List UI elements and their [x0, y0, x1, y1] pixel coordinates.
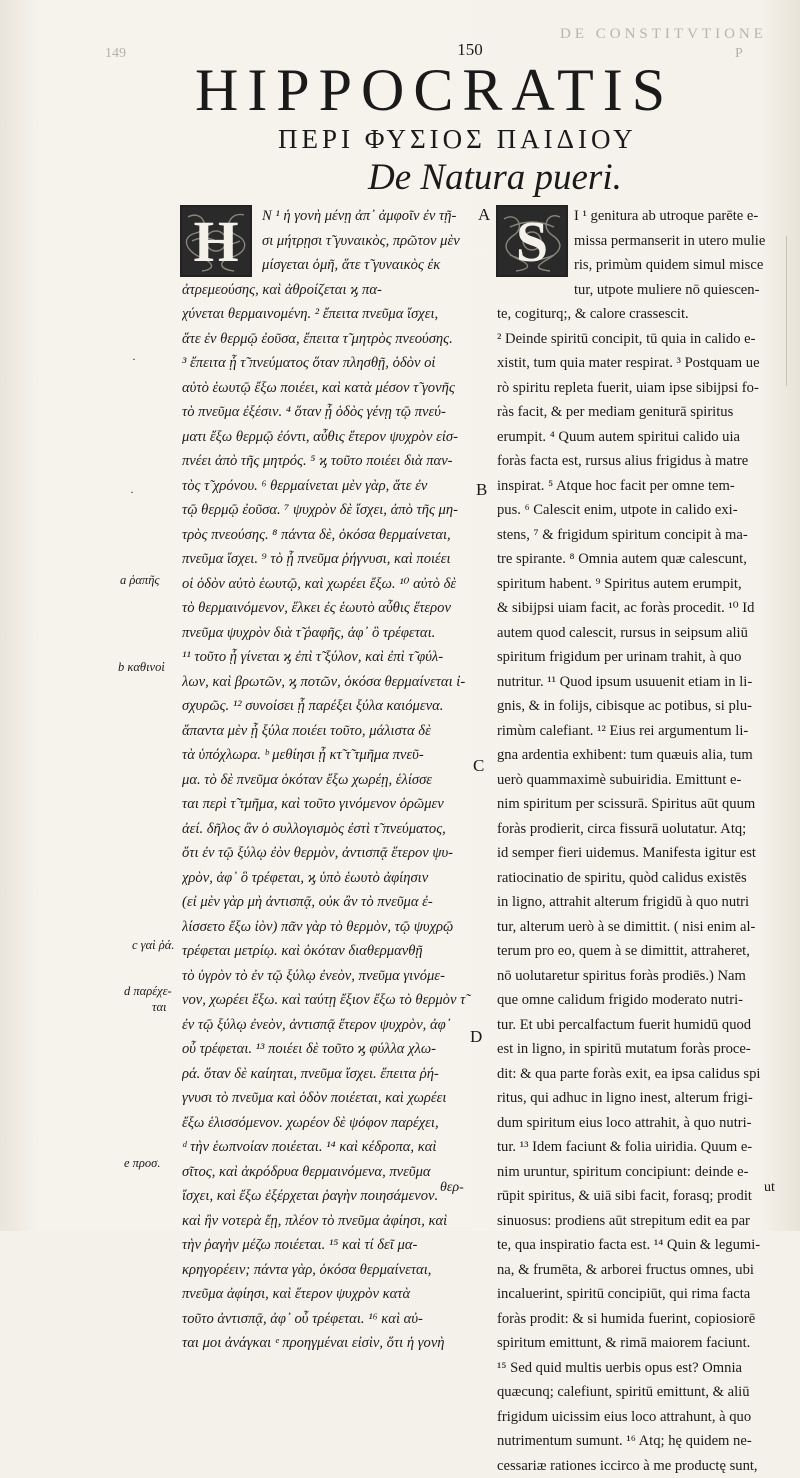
text-line: τρὸς πνεούσης. ⁸ πάντα δὲ, ὁκόσα θερμαίνεται,	[182, 523, 472, 548]
section-letter-d: D	[470, 1027, 482, 1047]
text-line: ràs facit, & per mediam geniturā spiritus	[497, 400, 785, 425]
text-line: tre spirante. ⁸ Omnia autem quæ calescunt,	[497, 547, 785, 572]
text-line: & sibijpsi uiam facit, ac foràs procedit. ¹⁰ Id	[497, 596, 785, 621]
text-line: pus. ⁶ Calescit enim, utpote in calido exi-	[497, 498, 785, 523]
margin-dot: ·	[130, 485, 134, 500]
text-line: Ν ¹ ἡ γονὴ μένῃ ἀπ᾽ ἀμφοῖν ἐν τῇ-	[182, 204, 472, 229]
text-line: οὗ τρέφεται. ¹³ ποιέει δὲ τοῦτο ϗ φύλλα χλω-	[182, 1037, 472, 1062]
text-line: stens, ⁷ & frigidum spiritum concipit à ma-	[497, 523, 785, 548]
text-line: πνέει ἀπὸ τῆς μητρός. ⁵ ϗ τοῦτο ποιέει διὰ παν-	[182, 449, 472, 474]
text-line: ris, primùm quidem simul misce	[497, 253, 785, 278]
bleed-through-page-number: 149	[105, 46, 126, 62]
text-line: κρηγορέειν; πάντα γὰρ, ὁκόσα θερμαίνεται,	[182, 1258, 472, 1283]
text-line: τὸ ὑγρὸν τὸ ἐν τῷ ξύλῳ ἐνεὸν, πνεῦμα γινόμε-	[182, 964, 472, 989]
text-line: spiritum frigidum per urinam trahit, à quo	[497, 645, 785, 670]
text-line: na, & frumēta, & arborei fructus omnes, ubi	[497, 1258, 785, 1283]
text-line: χύνεται θερμαινομένη. ² ἔπειτα πνεῦμα ἴσχει,	[182, 302, 472, 327]
text-line: ται μοι ἀνάγκαι ᵉ προηγμέναι εἰσὶν, ὅτι ἡ γονὴ	[182, 1331, 472, 1356]
text-line: xistit, tum quia mater respirat. ³ Postquam ue	[497, 351, 785, 376]
text-line: μίσγεται ὁμῆ, ἅτε τ̃ γυναικὸς ἐκ	[182, 253, 472, 278]
text-line: πνεῦμα ψυχρὸν διὰ τ̃ ῥαφῆς, ἀφ᾽ ὃ τρέφεται.	[182, 621, 472, 646]
text-line: missa permanserit in utero mulie	[497, 229, 785, 254]
text-line: I ¹ genitura ab utroque parēte e-	[497, 204, 785, 229]
text-line: τὴν ῥαγὴν μέζω ποιέεται. ¹⁵ καὶ τί δεῖ μα-	[182, 1233, 472, 1258]
text-line: tur. Et ubi percalfactum fuerit humidū quod	[497, 1013, 785, 1038]
text-line: spiritum habent. ⁹ Spiritus autem erumpit,	[497, 572, 785, 597]
text-line: ἀτρεμεούσης, καὶ ἀθροίζεται ϗ πα-	[182, 278, 472, 303]
text-line: μα. τὸ δὲ πνεῦμα ὁκόταν ἔξω χωρέῃ, ἑλίσσε	[182, 768, 472, 793]
text-line: rò spiritu repleta fuerit, uiam ipse sibijpsi fo-	[497, 376, 785, 401]
text-line: τὰ ὑπόχλωρα. ᵇ μεθίησι ᾗ κτ̃ τ̃ τμῆμα πνεῦ-	[182, 743, 472, 768]
text-line: frigidum uicissim eius loco attrahunt, à quo	[497, 1405, 785, 1430]
text-line: σχυρῶς. ¹² συνοίσει ᾗ παρέξει ξύλα καιόμενα.	[182, 694, 472, 719]
text-line: ἴσχει, καὶ ἔξω ἐξέρχεται ῥαγὴν ποιησάμενον.	[182, 1184, 472, 1209]
text-line: sinuosus: prodiens aūt strepitum edit ea par	[497, 1209, 785, 1234]
text-line: τὸ θερμαινόμενον, ἕλκει ἐς ἑωυτὸ αὖθις ἕτερον	[182, 596, 472, 621]
text-line: tur. ¹³ Idem faciunt & folia uiridia. Quum e-	[497, 1135, 785, 1160]
margin-note-a: a ῥαπῆς	[120, 573, 159, 588]
text-line: ται περὶ τ̃ τμῆμα, καὶ τοῦτο γινόμενον ὁρῶμεν	[182, 792, 472, 817]
section-letter-a: A	[478, 205, 490, 225]
text-line: cessariæ rationes iccirco à me productę sunt,	[497, 1454, 785, 1478]
text-line: gnis, & in folijs, cibisque ac potibus, si plu-	[497, 694, 785, 719]
text-line: ὅτι ἐν τῷ ξύλῳ ἐὸν θερμὸν, ἀντισπᾷ ἕτερον ψυ-	[182, 841, 472, 866]
text-line: ᵈ τὴν ἑωπνοίαν ποιέεται. ¹⁴ καὶ κέδροπα, καὶ	[182, 1135, 472, 1160]
section-letter-c: C	[473, 756, 484, 776]
text-line: ἅπαντα μὲν ᾗ ξύλα ποιέει τοῦτο, μάλιστα δὲ	[182, 719, 472, 744]
text-line: ἅτε ἐν θερμῷ ἐοῦσα, ἔπειτα τ̃ μητρὸς πνεούσης.	[182, 327, 472, 352]
text-line: erumpit. ⁴ Quum autem spiritui calido uia	[497, 425, 785, 450]
text-line: λων, καὶ βρωτῶν, ϗ ποτῶν, ὁκόσα θερμαίνεται ἰ-	[182, 670, 472, 695]
text-line: σι μήτρῃσι τ̃ γυναικὸς, πρῶτον μὲν	[182, 229, 472, 254]
text-line: τὸ πνεῦμα ἐξέσιν. ⁴ ὅταν ᾗ ὁδὸς γένῃ τῷ πνεύ-	[182, 400, 472, 425]
text-line: inspirat. ⁵ Atque hoc facit per omne tem-	[497, 474, 785, 499]
text-line: τοῦτο ἀντισπᾷ, ἀφ᾽ οὗ τρέφεται. ¹⁶ καὶ αὐ-	[182, 1307, 472, 1332]
text-line: σῖτος, καὶ ἀκρόδρυα θερμαινόμενα, πνεῦμα	[182, 1160, 472, 1185]
latin-subtitle: De Natura pueri.	[368, 156, 768, 199]
text-line: dit: & qua parte foràs exit, ea ipsa calidus spi	[497, 1062, 785, 1087]
text-line: nō uolutaretur spiritus foràs prodiēs.) Nam	[497, 964, 785, 989]
margin-note-d: d παρέχε-	[124, 984, 172, 999]
text-line: πνεῦμα ἴσχει. ⁹ τὸ ᾗ πνεῦμα ῥήγνυσι, καὶ ποιέει	[182, 547, 472, 572]
decorated-initial-h: H	[180, 205, 252, 277]
page-number: 150	[440, 40, 500, 60]
greek-text-column	[182, 204, 472, 1356]
text-line: gna ardentia exhibent: tum quæuis alia, tum	[497, 743, 785, 768]
text-line: nim spiritum per scissurā. Spiritus aūt quum	[497, 792, 785, 817]
text-line: te, cogiturq;, & calore crassescit.	[497, 302, 785, 327]
edge-rule	[786, 236, 800, 386]
text-line: ¹¹ τοῦτο ᾗ γίνεται ϗ ἐπὶ τ̃ ξύλον, καὶ ἐπὶ τ̃ φύλ-	[182, 645, 472, 670]
margin-dot: ·	[132, 352, 136, 367]
text-line: ratiocinatio de spiritu, quòd calidus existēs	[497, 866, 785, 891]
text-line: nim uruntur, spiritum concipiunt: deinde e-	[497, 1160, 785, 1185]
text-line: λίσσετο ἔξω ἰὸν) πᾶν γὰρ τὸ θερμὸν, τῷ ψυχρῷ	[182, 915, 472, 940]
text-line: que omne calidum frigido moderato nutri-	[497, 988, 785, 1013]
text-line: in ligno, attrahit alterum frigidū à quo nutri	[497, 890, 785, 915]
decorated-initial-s: S	[496, 205, 568, 277]
text-line: αὐτὸ ἑωυτῷ ἔξω ποιέει, καὶ κατὰ μέσον τ̃ γονῆς	[182, 376, 472, 401]
margin-note-e: e προσ.	[124, 1156, 160, 1171]
main-title: HIPPOCRATIS	[195, 58, 785, 122]
text-line: est in ligno, in spiritū mutatum foràs proce-	[497, 1037, 785, 1062]
text-line: incaluerint, spiritū concipiūt, qui rima facta	[497, 1282, 785, 1307]
latin-text-column	[497, 204, 785, 1478]
text-line: spiritum emittunt, & rimā maiorem faciunt.	[497, 1331, 785, 1356]
text-line: τρέφεται μετρίῳ. καὶ ὁκόταν διαθερμανθῇ	[182, 939, 472, 964]
text-line: foràs facta est, rursus alius frigidus à matre	[497, 449, 785, 474]
text-line: rimùm calefiant. ¹² Eius rei argumentum li-	[497, 719, 785, 744]
bleed-through-header: DE CONSTITVTIONE	[560, 26, 767, 43]
text-line: (εἰ μὲν γὰρ μὴ ἀντισπᾷ, οὐκ ἂν τὸ πνεῦμα ἐ-	[182, 890, 472, 915]
text-line: tur, alterum uerò à se dimittit. ( nisi enim al-	[497, 915, 785, 940]
text-line: uerò quammaximè subuiridia. Emittunt e-	[497, 768, 785, 793]
text-line: ματι ἔξω θερμῷ ἐόντι, αὖθις ἕτερον ψυχρὸν εἰσ-	[182, 425, 472, 450]
margin-note-b: b καθινοὶ	[118, 660, 165, 675]
text-line: nutrimentum sumunt. ¹⁶ Atq; hę quidem ne-	[497, 1429, 785, 1454]
text-line: ἔξω ἑλισσόμενον. χωρέον δὲ ψόφον παρέχει,	[182, 1111, 472, 1136]
text-line: dum spiritum eius loco attrahit, à quo nutri-	[497, 1111, 785, 1136]
text-line: nutritur. ¹¹ Quod ipsum usuuenit etiam in li-	[497, 670, 785, 695]
text-line: ἐν τῷ ξύλῳ ἐνεὸν, ἀντισπᾷ ἕτερον ψυχρὸν, ἀφ᾽	[182, 1013, 472, 1038]
text-line: tur, utpote muliere nō quiescen-	[497, 278, 785, 303]
section-letter-b: B	[476, 480, 487, 500]
text-line: ¹⁵ Sed quid multis uerbis opus est? Omnia	[497, 1356, 785, 1381]
bleed-through-letter: P	[735, 46, 743, 62]
text-line: τῷ θερμῷ ἐοῦσα. ⁷ ψυχρὸν δὲ ἴσχει, ἀπὸ τῆς μη-	[182, 498, 472, 523]
greek-catchword: θερ-	[440, 1180, 464, 1196]
text-line: te, qua inspiratio facta est. ¹⁴ Quin & legumi-	[497, 1233, 785, 1258]
text-line: ἀεί. δῆλος ἂν ὁ συλλογισμὸς ἐστὶ τ̃ πνεύματος,	[182, 817, 472, 842]
text-line: οἱ ὁδὸν αὐτὸ ἑωυτῷ, καὶ χωρέει ἔξω. ¹⁰ αὐτὸ δὲ	[182, 572, 472, 597]
text-line: νον, χωρέει ἔξω. καὶ ταύτῃ ἔξιον ἔξω τὸ θερμὸν τ̃	[182, 988, 472, 1013]
text-line: πνεῦμα ἀφίησι, καὶ ἕτερον ψυχρὸν κατὰ	[182, 1282, 472, 1307]
text-line: ritus, qui adhuc in ligno inest, alterum frigi-	[497, 1086, 785, 1111]
text-line: ² Deinde spiritū concipit, tū quia in calido e-	[497, 327, 785, 352]
text-line: ρά. ὅταν δὲ καίηται, πνεῦμα ἴσχει. ἔπειτα ῥή-	[182, 1062, 472, 1087]
text-line: ³ ἔπειτα ᾗ τ̃ πνεύματος ὅταν πλησθῇ, ὁδὸν οἱ	[182, 351, 472, 376]
latin-catchword: ut	[764, 1180, 775, 1196]
margin-note-d-cont: ται	[152, 1000, 167, 1015]
text-line: id semper fieri uidemus. Manifesta igitur est	[497, 841, 785, 866]
text-line: χρὸν, ἀφ᾽ ὃ τρέφεται, ϗ ὑπὸ ἑωυτὸ ἀφίησιν	[182, 866, 472, 891]
greek-subtitle: ΠΕΡΙ ΦΥΣΙΟΣ ΠΑΙΔΙΟΥ	[278, 124, 758, 155]
text-line: rūpit spiritus, & uiā sibi facit, forasq; prodit	[497, 1184, 785, 1209]
margin-note-c: c γαὶ ῥά.	[132, 938, 174, 953]
text-line: foràs prodierit, circa fissurā uolutatur. Atq;	[497, 817, 785, 842]
text-line: γνυσι τὸ πνεῦμα καὶ ὁδὸν ποιέεται, καὶ χωρέει	[182, 1086, 472, 1111]
text-line: καὶ ἢν νοτερὰ ἔῃ, πλέον τὸ πνεῦμα ἀφίησι, καὶ	[182, 1209, 472, 1234]
text-line: τὸς τ̃ χρόνου. ⁶ θερμαίνεται μὲν γὰρ, ἅτε ἐν	[182, 474, 472, 499]
text-line: terum pro eo, quem à se dimittit, attraheret,	[497, 939, 785, 964]
text-line: foràs prodit: & si humida fuerint, copiosiorē	[497, 1307, 785, 1332]
text-line: quæcunq; calefiunt, spiritū emittunt, & aliū	[497, 1380, 785, 1405]
text-line: autem quod calescit, rursus in seipsum aliū	[497, 621, 785, 646]
